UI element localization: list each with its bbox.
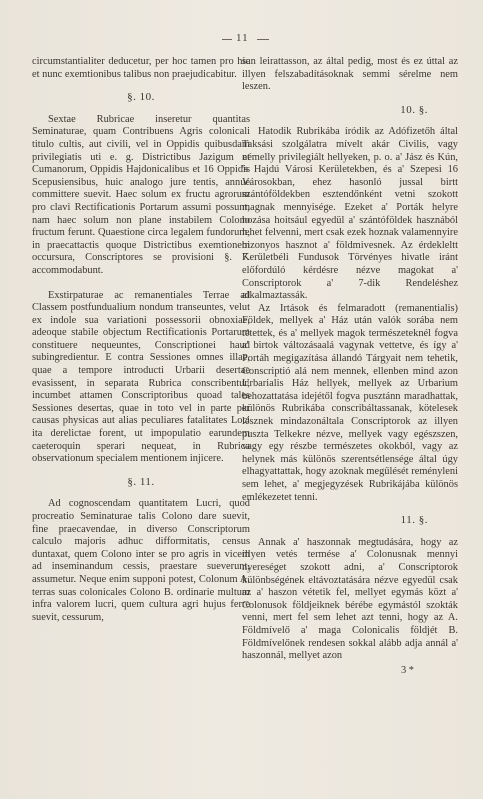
latin-intro-paragraph: circumstantialiter deducetur, per hoc tamen pro hic et nunc exemtionibus talibus non praejudicabitur. [32, 56, 250, 80]
hungarian-column [242, 56, 458, 677]
header-rule-left [222, 39, 232, 40]
header-rule-right [257, 39, 269, 40]
latin-section-10-heading: §. 10. [127, 91, 155, 104]
page-header [0, 32, 483, 46]
page-number: 11 [236, 32, 249, 44]
latin-exstirpaturae-paragraph: Exstirpaturae ac remanentiales Terrae ad Classem postfundualium nondum transeuntes, velut ex indole sua variationi possessorii obnoxiae, adeoque stabile objectum Rectificationis Portarum constituere nequeuntes, Conscriptionei haud subingredientur. E contra Sessiones omnes illae, quae a tempore introducti Urbarii desertae evasissent, in separata Rubrica conscribentur, incumbet attamen Conscriptoribus quoad tales Sessiones desertas, quae in toto vel in parte per causas physicas aut alias peculiares fatalitates Loci ita derelictae forent, ut impopulatio earundem caeteroquin sperari nequeat, in Rubrica observationum specialem mentionem injicere. [32, 289, 250, 465]
hungarian-section-11-heading: 11. §. [400, 514, 428, 527]
hungarian-section-10-heading: 10. §. [400, 103, 428, 116]
signature-mark: 3 * [401, 664, 414, 676]
hungarian-intro-paragraph: san leirattasson, az által pedig, most és ez úttal az illyen felszabadításoknak semmi sérelme nem leszen. [242, 56, 458, 93]
hungarian-irtasok-paragraph: Az Irtások és felmaradott (remanentialis) Földek, mellyek a' Ház után valók sorába nem tétettek, és a' mellyek magok természeteknél fogva a' birtok változásaalá vagynak vettetve, és így a' Portáh megigazítása állandó Tárgyait nem tehetik, Conscriptió alá nem mennek, ellenben mind azon Urbarialis Ház hellyek, mellyek az Urbarium behozattatása idejétől fogva pusztánn maradhattak, különös Rubrikába conscribáltassanak, kötelesek lésznek mindazonáltala Conscriptorok az illyen puszta Telkekre nézve, mellyek vagy egészszen, vagy egy részbe természetes okokból, vagy az helynek más különös szerentsétlensége által úgy elhagyattattak, hogy azoknak megűlését reményleni sem lehet, a' megjegyzések Rubrikájába különös emlékezetet tenni. [242, 302, 458, 503]
latin-section-10-paragraph: Sextae Rubricae inseretur quantitas Seminaturae, quam Contribuens Agris colonicali titulo cultis, aut civili, vel in Oppidis quibusdam privilegiatis uti e. g. Districtibus Jazigum et Cumanorum, Oppidis Hajdonicalibus et 16 Oppidis Scepusiensibus, huic analogo jure tentis, annue committere suevit. Haec solum ex fructu agrorum pro clavi Rectificationis Portarum assumi possunt, nam haec solum non plane instabilem Colono fructum ferunt. Quaestione circa legalem fundorum, in praecattactis quoque Districtibus exemtionem occursura, Conscriptores se provisioni §. 7. accommodabunt. [32, 113, 250, 276]
hungarian-section-10-paragraph: Hatodik Rubrikába íródik az Adófizetőh által Taksási szolgálatra mívelt akár Civilis, vagy némelly privilegiált hellyeken, p. o. a' Jász és Kún, 's Hajdú Városi Kerületekben, és a' Szepesi 16 Városokban, ehez hasonló jussal birtt szántóföldekben esztendőnként vetni szokott magnak mennyisége. Ezeket a' Porták helyre hozása hoitsául egyedül a' szántóföldek hasznából lehet felvenni, mert csak ezek hoznak valamennyire bizonyos hasznot a' földmivesnek. Az érdekleltt Kerületbéli Fundusok Törvényes hivatle iránt előfordúló kérdésre nézve magokat a' Conscriptorok a' 7-dik Rendeléshez alkalmaztassák. [242, 126, 458, 302]
latin-section-11-paragraph: Ad cognoscendam quantitatem Lucri, quod procreatio Seminaturae talis Colono dare suevit, fine praecavendae, in diverso Conscriptorum calculo majoris adhuc difformitatis, census duntaxat, quem Colono inter se pro agris in vicem ad inseminandum cessis, praestare sueverunt, assumetur. Neque enim supponi potest, Colonum A. terras suas colonicales Colono B. ordinarie multum infra valorem lucri, quem cultura agri hujus ferre suevit, cessurum, [32, 498, 250, 623]
hungarian-section-11-paragraph: Annak a' haszonnak megtudására, hogy az illyen vetés termése a' Colonusnak mennyi nyereséget szokott adni, a' Conscriptorok különbségének eltávoztatására nézve egyedül csak az a' haszon vétetik fel, mellyet egymás közt a' Colonusok földjeiknek bérébe egymástól szokták venni, mert fel sem lehet azt tenni, hogy az A. Földmívelő a' maga Colonicalis földjét B. Földmívelőnek rendesen sokkal alább adja annál a' haszonnál, mellyet azon [242, 536, 458, 662]
latin-section-11-heading: §. 11. [127, 475, 155, 488]
latin-column [32, 56, 250, 624]
